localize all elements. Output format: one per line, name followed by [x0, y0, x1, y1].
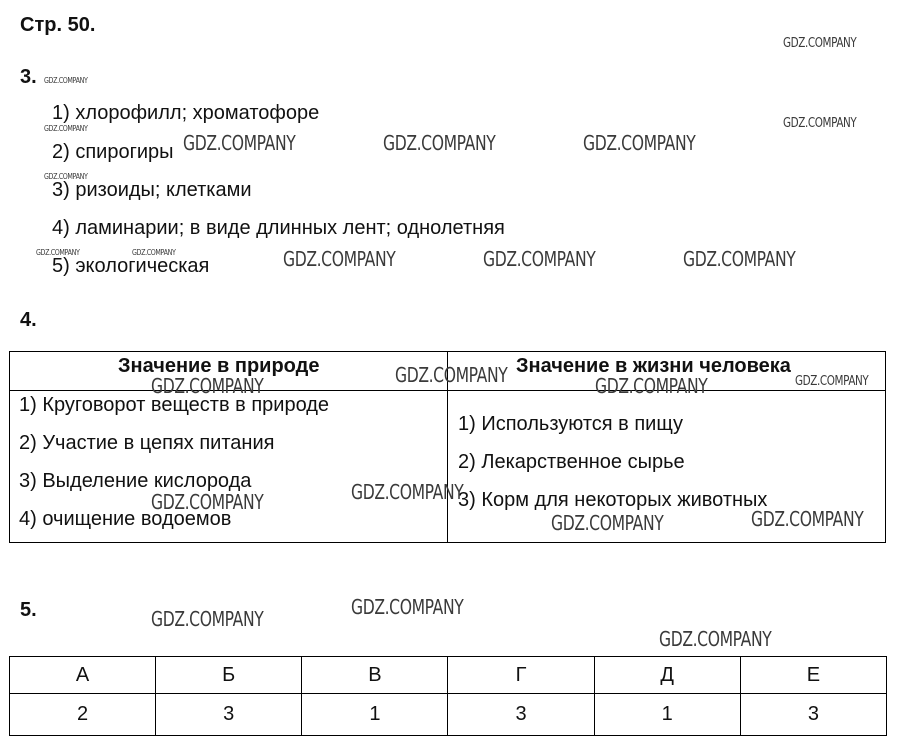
- task-3-item: 1) хлорофилл; хроматофоре: [52, 102, 320, 124]
- watermark: GDZ.COMPANY: [44, 76, 88, 85]
- task-3-item: 4) ламинарии; в виде длинных лент; однолетняя: [52, 217, 505, 239]
- letter-cell: А: [10, 657, 156, 694]
- column-header-nature: Значение в природе: [118, 355, 320, 377]
- table-row: [10, 694, 887, 736]
- task-4-number: 4.: [20, 309, 37, 331]
- answer-cell: 3: [156, 694, 302, 736]
- table-cell: 1) Круговорот веществ в природе: [19, 394, 330, 416]
- task-3-number: 3.: [20, 66, 37, 88]
- task-3-item: 3) ризоиды; клетками: [52, 179, 252, 201]
- watermark: GDZ.COMPANY: [151, 490, 264, 514]
- watermark: GDZ.COMPANY: [783, 36, 857, 51]
- watermark: GDZ.COMPANY: [283, 247, 396, 271]
- watermark: GDZ.COMPANY: [751, 507, 864, 531]
- table-divider: [10, 390, 885, 391]
- letter-cell: В: [302, 657, 448, 694]
- watermark: GDZ.COMPANY: [351, 595, 464, 619]
- watermark: GDZ.COMPANY: [36, 248, 80, 257]
- answer-cell: 3: [448, 694, 594, 736]
- watermark: GDZ.COMPANY: [551, 511, 664, 535]
- watermark: GDZ.COMPANY: [44, 172, 88, 181]
- watermark: GDZ.COMPANY: [151, 374, 264, 398]
- watermark: GDZ.COMPANY: [483, 247, 596, 271]
- task-5-number: 5.: [20, 599, 37, 621]
- watermark: GDZ.COMPANY: [151, 607, 264, 631]
- task-3-item: 2) спирогиры: [52, 141, 174, 163]
- letter-cell: Д: [594, 657, 740, 694]
- watermark: GDZ.COMPANY: [44, 124, 88, 133]
- table-row: [10, 657, 887, 694]
- watermark: GDZ.COMPANY: [595, 374, 708, 398]
- task-5-table: [9, 656, 887, 736]
- table-cell: 2) Участие в цепях питания: [19, 432, 275, 454]
- page-label: Стр. 50.: [20, 14, 96, 36]
- watermark: GDZ.COMPANY: [351, 480, 464, 504]
- table-cell: 2) Лекарственное сырье: [458, 451, 685, 473]
- task-3-item: 5) экологическая: [52, 255, 210, 277]
- watermark: GDZ.COMPANY: [659, 627, 772, 651]
- letter-cell: Б: [156, 657, 302, 694]
- answer-cell: 1: [302, 694, 448, 736]
- table-cell: 1) Используются в пищу: [458, 413, 684, 435]
- answer-cell: 3: [740, 694, 886, 736]
- watermark: GDZ.COMPANY: [783, 116, 857, 131]
- watermark: GDZ.COMPANY: [683, 247, 796, 271]
- watermark: GDZ.COMPANY: [132, 248, 176, 257]
- table-cell: 4) очищение водоемов: [19, 508, 232, 530]
- watermark: GDZ.COMPANY: [583, 131, 696, 155]
- watermark: GDZ.COMPANY: [395, 363, 508, 387]
- watermark: GDZ.COMPANY: [795, 374, 869, 389]
- answer-cell: 1: [594, 694, 740, 736]
- column-header-human: Значение в жизни человека: [516, 355, 791, 377]
- answer-cell: 2: [10, 694, 156, 736]
- watermark: GDZ.COMPANY: [383, 131, 496, 155]
- table-cell: 3) Выделение кислорода: [19, 470, 252, 492]
- table-cell: 3) Корм для некоторых животных: [458, 489, 768, 511]
- letter-cell: Е: [740, 657, 886, 694]
- watermark: GDZ.COMPANY: [183, 131, 296, 155]
- letter-cell: Г: [448, 657, 594, 694]
